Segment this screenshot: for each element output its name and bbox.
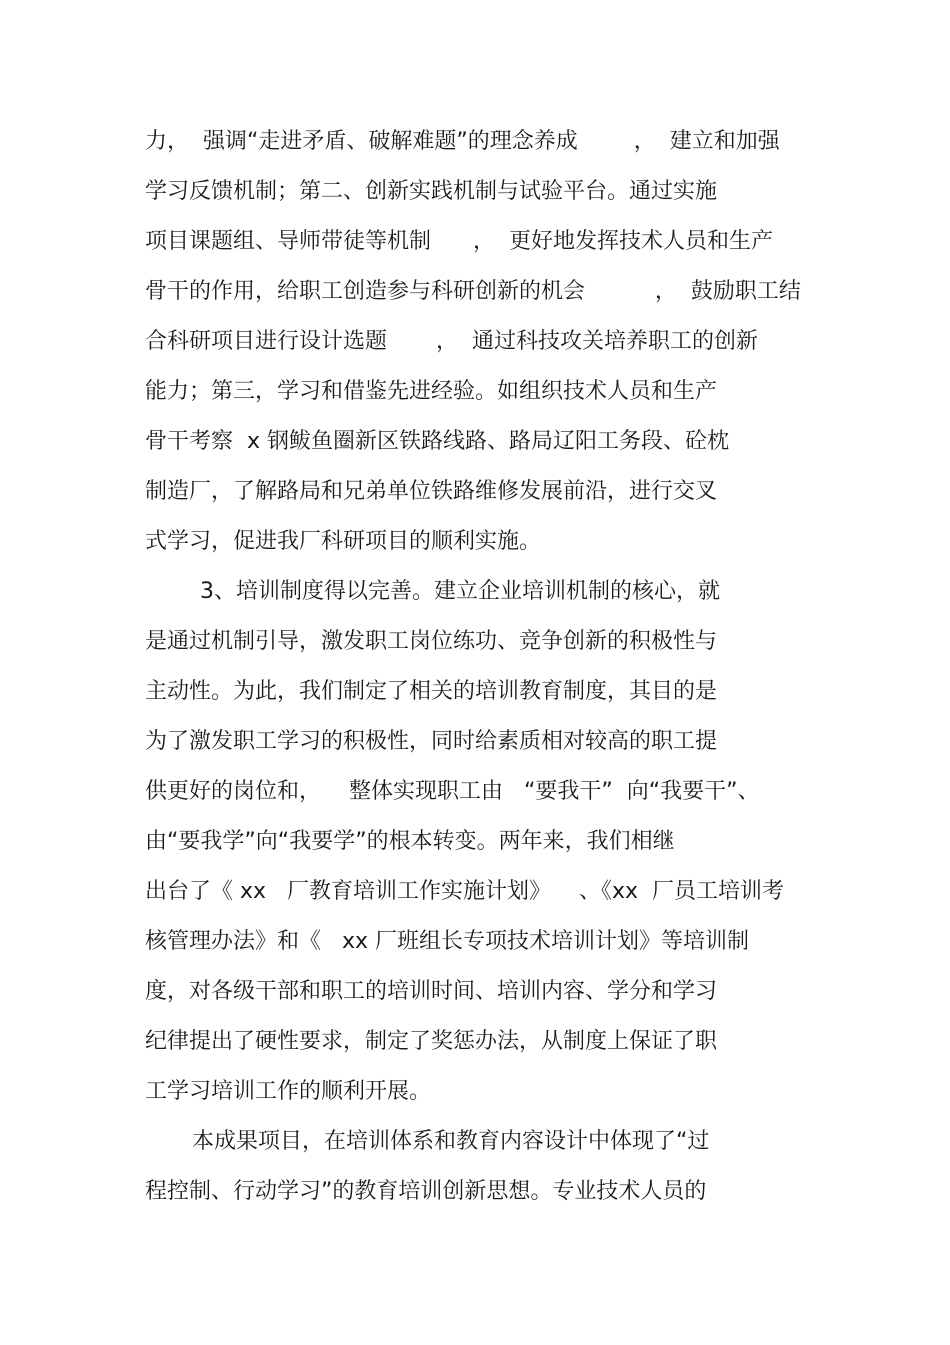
text-line: 3、培训制度得以完善。建立企业培训机制的核心，就 [200, 579, 720, 604]
text-line: 度，对各级干部和职工的培训时间、培训内容、学分和学习 [145, 979, 718, 1004]
text-line: 主动性。为此，我们制定了相关的培训教育制度，其目的是 [145, 679, 718, 704]
text-line: 工学习培训工作的顺利开展。 [145, 1079, 432, 1104]
text-line: 骨干考察 x 钢鲅鱼圈新区铁路线路、路局辽阳工务段、砼枕 [145, 429, 730, 454]
text-line: 制造厂，了解路局和兄弟单位铁路维修发展前沿，进行交叉 [145, 479, 718, 504]
text-line: 供更好的岗位和， 整体实现职工由 “要我干” 向“我要干”、 [145, 779, 760, 804]
text-line: 是通过机制引导，激发职工岗位练功、竞争创新的积极性与 [145, 629, 718, 654]
text-line: 学习反馈机制；第二、创新实践机制与试验平台。通过实施 [145, 179, 718, 204]
text-line: 骨干的作用，给职工创造参与科研创新的机会 ， 鼓励职工结 [145, 279, 801, 304]
text-line: 本成果项目，在培训体系和教育内容设计中体现了“过 [192, 1129, 710, 1154]
text-line: 出台了《 xx 厂教育培训工作实施计划》 、《xx 厂员工培训考 [145, 879, 785, 904]
text-line: 力， 强调“走进矛盾、破解难题”的理念养成 ， 建立和加强 [145, 129, 780, 154]
text-line: 纪律提出了硬性要求，制定了奖惩办法，从制度上保证了职 [145, 1029, 718, 1054]
text-line: 项目课题组、导师带徒等机制 ， 更好地发挥技术人员和生产 [145, 229, 773, 254]
text-line: 由“要我学”向“我要学”的根本转变。两年来，我们相继 [145, 829, 675, 854]
text-line: 为了激发职工学习的积极性，同时给素质相对较高的职工提 [145, 729, 718, 754]
text-line: 核管理办法》和《 xx 厂班组长专项技术培训计划》等培训制 [145, 929, 750, 954]
text-line: 式学习，促进我厂科研项目的顺利实施。 [145, 529, 542, 554]
text-line: 程控制、行动学习”的教育培训创新思想。专业技术人员的 [145, 1179, 707, 1204]
text-line: 能力；第三，学习和借鉴先进经验。如组织技术人员和生产 [145, 379, 718, 404]
text-line: 合科研项目进行设计选题 ， 通过科技攻关培养职工的创新 [145, 329, 758, 354]
